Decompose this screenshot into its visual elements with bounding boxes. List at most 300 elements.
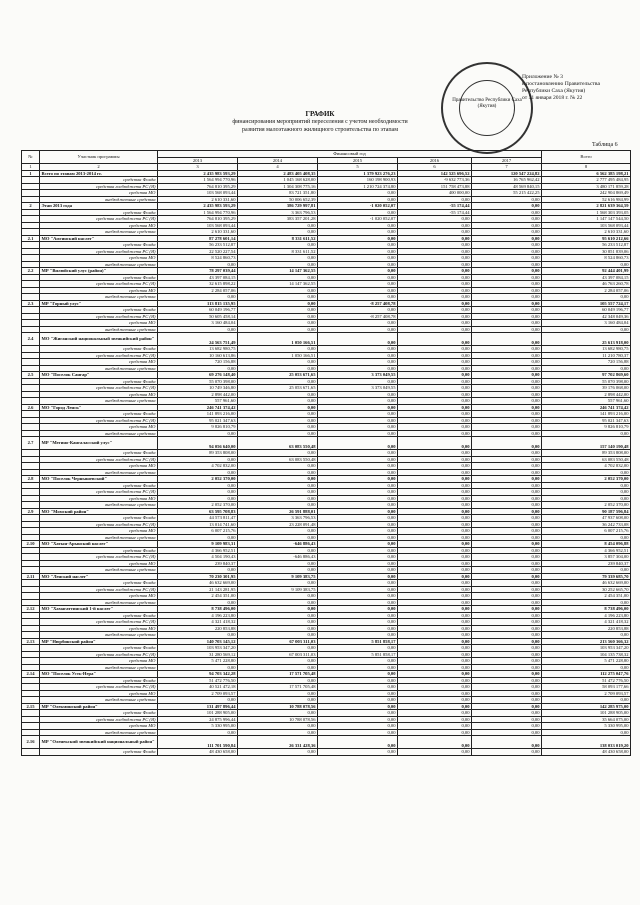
col-num: 6 [398, 164, 472, 171]
amount-cell: 0,00 [158, 365, 238, 372]
row-label: средства Фонда [40, 177, 158, 184]
amount-cell: 0,00 [238, 476, 318, 483]
amount-cell: 0,00 [318, 222, 398, 229]
header-participant: Участник программы [40, 151, 158, 164]
total-cell: 90 187 596,84 [542, 508, 631, 515]
amount-cell: 0,00 [318, 352, 398, 359]
total-cell: 47 937 608,00 [542, 515, 631, 522]
amount-cell: 0,00 [318, 606, 398, 613]
amount-cell: 0,00 [238, 664, 318, 671]
amount-cell: 0,00 [238, 593, 318, 600]
amount-cell: 0,00 [472, 281, 542, 288]
amount-cell: 0,00 [398, 255, 472, 262]
amount-cell: 83 721 351,80 [238, 190, 318, 197]
appendix-line: Приложение № 3 [522, 74, 563, 80]
amount-cell: 0,00 [238, 560, 318, 567]
col-num: 5 [318, 164, 398, 171]
amount-cell: 0,00 [398, 632, 472, 639]
amount-cell: 0,00 [318, 521, 398, 528]
amount-cell: 0,00 [158, 430, 238, 437]
amount-cell: 0,00 [318, 567, 398, 574]
amount-cell: 0,00 [472, 300, 542, 307]
amount-cell: 17 571 705,48 [238, 684, 318, 691]
amount-cell: 0,00 [398, 612, 472, 619]
total-cell: 2 052 370,00 [542, 502, 631, 509]
amount-cell: 0,00 [238, 534, 318, 541]
amount-cell: -1 020 052,07 [318, 203, 398, 210]
amount-cell: 0,00 [398, 697, 472, 704]
amount-cell: 103 568 093,44 [158, 190, 238, 197]
amount-cell: 0,00 [238, 599, 318, 606]
amount-cell: 0,00 [472, 378, 542, 385]
row-label: внебюджетные средства [40, 469, 158, 476]
amount-cell: 0,00 [318, 560, 398, 567]
total-cell: 51 472 776,50 [542, 677, 631, 684]
amount-cell: 0,00 [398, 450, 472, 457]
row-label: средства Фонда [40, 411, 158, 418]
total-cell: 36 242 733,08 [542, 521, 631, 528]
amount-cell: 0,00 [238, 658, 318, 665]
amount-cell: 87 278 601,14 [158, 235, 238, 242]
total-cell: 9 826 810,79 [542, 424, 631, 431]
row-label: внебюджетные средства [40, 729, 158, 736]
row-label: МР "Горный улус" [40, 300, 158, 307]
amount-cell: 26 591 888,01 [238, 508, 318, 515]
total-cell: 30 252 665,70 [542, 586, 631, 593]
amount-cell: 0,00 [318, 599, 398, 606]
amount-cell: 0,00 [472, 359, 542, 366]
amount-cell: 0,00 [158, 456, 238, 463]
total-cell: 0,00 [542, 697, 631, 704]
amount-cell: 0,00 [318, 450, 398, 457]
table-body [22, 170, 631, 755]
amount-cell: 0,00 [318, 703, 398, 710]
row-label: внебюджетные средства [40, 261, 158, 268]
amount-cell: 0,00 [472, 352, 542, 359]
total-cell: 42 348 049,36 [542, 313, 631, 320]
amount-cell: 142 525 696,52 [398, 170, 472, 177]
total-cell: 0,00 [542, 729, 631, 736]
total-cell: 101 288 905,00 [542, 710, 631, 717]
stamp-text: Правительство Республики Саха (Якутия) [452, 98, 522, 109]
amount-cell: 0,00 [318, 697, 398, 704]
total-cell: 89 353 808,00 [542, 450, 631, 457]
amount-cell: 0,00 [158, 729, 238, 736]
total-cell: 2 610 331,60 [542, 229, 631, 236]
row-number: 2.1 [22, 235, 40, 242]
amount-cell: 0,00 [238, 320, 318, 327]
amount-cell: 0,00 [238, 645, 318, 652]
amount-cell: 0,00 [318, 268, 398, 275]
row-number: 2.7 [22, 437, 40, 450]
header-no: № [22, 151, 40, 164]
amount-cell: 2 052 370,00 [158, 502, 238, 509]
total-cell: 48 430 658,00 [542, 749, 631, 756]
amount-cell: 94 056 640,00 [158, 437, 238, 450]
amount-cell: 0,00 [318, 320, 398, 327]
amount-cell: 0,00 [318, 547, 398, 554]
row-label: МО "Хатын-Арынский наслег" [40, 541, 158, 548]
amount-cell: 0,00 [472, 463, 542, 470]
amount-cell: 0,00 [472, 326, 542, 333]
amount-cell: 0,00 [398, 287, 472, 294]
amount-cell: 103 568 093,44 [158, 222, 238, 229]
amount-cell: 0,00 [398, 385, 472, 392]
total-cell: 5 471 228,80 [542, 658, 631, 665]
amount-cell: 0,00 [398, 554, 472, 561]
amount-cell: 0,00 [398, 456, 472, 463]
amount-cell: 10 749 346,80 [158, 385, 238, 392]
row-number: 2.11 [22, 573, 40, 580]
header-year: 2017 [472, 157, 542, 164]
total-cell: 0,00 [542, 489, 631, 496]
amount-cell: 10 788 078,56 [238, 716, 318, 723]
amount-cell: 0,00 [398, 196, 472, 203]
row-label: внебюджетные средства [40, 229, 158, 236]
amount-cell: 0,00 [472, 619, 542, 626]
total-cell: 2 052 370,00 [542, 476, 631, 483]
amount-cell: 141 893 216,00 [158, 411, 238, 418]
amount-cell: 0,00 [398, 606, 472, 613]
amount-cell: 0,00 [238, 242, 318, 249]
row-label: средства МО [40, 287, 158, 294]
amount-cell: 0,00 [238, 697, 318, 704]
amount-cell: 0,00 [238, 606, 318, 613]
amount-cell: 51 472 776,50 [158, 677, 238, 684]
total-cell: 0,00 [542, 294, 631, 301]
amount-cell: 0,00 [398, 261, 472, 268]
amount-cell: 23 228 091,48 [238, 521, 318, 528]
amount-cell: 0,00 [398, 430, 472, 437]
row-number: 2.5 [22, 372, 40, 379]
amount-cell: 13 014 741,60 [158, 521, 238, 528]
official-stamp [441, 62, 533, 154]
row-label: МР "Вилюйский улус (район)" [40, 268, 158, 275]
total-cell: 103 953 347,20 [542, 645, 631, 652]
table-row-participant [22, 437, 631, 450]
row-label: МО "Жиганский национальный эвенкийский район" [40, 333, 158, 346]
amount-cell: 0,00 [398, 300, 472, 307]
row-label: средства госбюджета РС (Я) [40, 456, 158, 463]
amount-cell: 1 379 923 276,23 [318, 170, 398, 177]
amount-cell: 0,00 [318, 411, 398, 418]
amount-cell: 764 810 395,29 [158, 216, 238, 223]
amount-cell: 0,00 [158, 632, 238, 639]
total-cell: 142 285 975,00 [542, 703, 631, 710]
amount-cell: 0,00 [472, 528, 542, 535]
amount-cell: 0,00 [472, 638, 542, 645]
amount-cell: 0,00 [398, 411, 472, 418]
amount-cell: 4 321 418,32 [158, 619, 238, 626]
row-label: средства МО [40, 190, 158, 197]
total-cell: 2 821 639 364,59 [542, 203, 631, 210]
amount-cell: 0,00 [472, 274, 542, 281]
amount-cell: 0,00 [398, 294, 472, 301]
amount-cell: -8 257 408,78 [318, 313, 398, 320]
amount-cell: 0,00 [318, 619, 398, 626]
amount-cell: 5 471 228,80 [158, 658, 238, 665]
amount-cell: 0,00 [238, 632, 318, 639]
amount-cell: 0,00 [318, 359, 398, 366]
amount-cell: 3 373 049,55 [318, 372, 398, 379]
amount-cell: 0,00 [398, 619, 472, 626]
amount-cell: 0,00 [398, 638, 472, 645]
amount-cell: 0,00 [318, 242, 398, 249]
row-number: 2.14 [22, 671, 40, 678]
amount-cell: 0,00 [398, 391, 472, 398]
amount-cell: 0,00 [398, 274, 472, 281]
amount-cell: 0,00 [318, 248, 398, 255]
row-label: внебюджетные средства [40, 196, 158, 203]
amount-cell: 0,00 [398, 333, 472, 346]
amount-cell: 220 853,88 [158, 625, 238, 632]
amount-cell: 0,00 [398, 541, 472, 548]
row-label: средства Фонда [40, 547, 158, 554]
amount-cell: 3 363 796,53 [238, 515, 318, 522]
row-label: средства госбюджета РС (Я) [40, 313, 158, 320]
amount-cell: 0,00 [238, 346, 318, 353]
amount-cell: 0,00 [238, 528, 318, 535]
row-label: внебюджетные средства [40, 430, 158, 437]
row-number: 2.3 [22, 300, 40, 307]
document-subtitle: развития малоэтажного жилищного строительства по этапам [241, 127, 399, 133]
amount-cell: 60 049 196,77 [158, 307, 238, 314]
amount-cell: 1 050 166,51 [238, 333, 318, 346]
row-label: внебюджетные средства [40, 398, 158, 405]
amount-cell: 0,00 [318, 365, 398, 372]
amount-cell: 0,00 [158, 294, 238, 301]
amount-cell: 0,00 [472, 547, 542, 554]
amount-cell: 0,00 [318, 671, 398, 678]
amount-cell: 50 605 458,14 [158, 313, 238, 320]
amount-cell: 0,00 [318, 489, 398, 496]
amount-cell: 0,00 [158, 567, 238, 574]
row-number: 2.2 [22, 268, 40, 275]
amount-cell: 0,00 [398, 469, 472, 476]
amount-cell: 0,00 [158, 326, 238, 333]
amount-cell: 63 595 708,83 [158, 508, 238, 515]
amount-cell: 0,00 [398, 723, 472, 730]
row-number: 2.13 [22, 638, 40, 645]
amount-cell: 17 571 705,48 [238, 671, 318, 678]
amount-cell: 0,00 [318, 287, 398, 294]
amount-cell: 0,00 [472, 216, 542, 223]
row-label: МО "Поселок Усть-Нера" [40, 671, 158, 678]
amount-cell: 0,00 [472, 437, 542, 450]
amount-cell: 0,00 [398, 664, 472, 671]
row-number: 2.10 [22, 541, 40, 548]
total-cell: 2 284 057,06 [542, 287, 631, 294]
amount-cell: 2 610 331,60 [158, 229, 238, 236]
amount-cell: 2 052 370,00 [158, 476, 238, 483]
amount-cell: 0,00 [398, 489, 472, 496]
amount-cell: 0,00 [472, 287, 542, 294]
amount-cell: 0,00 [238, 469, 318, 476]
amount-cell: 1 564 994 770,96 [158, 177, 238, 184]
total-cell: 2 898 442,00 [542, 391, 631, 398]
total-cell: 52 616 984,99 [542, 196, 631, 203]
amount-cell: 0,00 [398, 586, 472, 593]
row-label: средства Фонда [40, 450, 158, 457]
total-cell: 92 444 401,99 [542, 268, 631, 275]
amount-cell: 0,00 [238, 450, 318, 457]
amount-cell: 8 524 860,73 [158, 255, 238, 262]
amount-cell: 0,00 [238, 287, 318, 294]
total-cell: 3 480 171 859,28 [542, 183, 631, 190]
amount-cell: 0,00 [318, 723, 398, 730]
amount-cell: 0,00 [318, 716, 398, 723]
amount-cell: 0,00 [398, 463, 472, 470]
total-cell: 242 904 869,49 [542, 190, 631, 197]
amount-cell: 2 435 983 593,29 [158, 170, 238, 177]
amount-cell: 0,00 [398, 684, 472, 691]
amount-cell: 113 815 135,95 [158, 300, 238, 307]
total-cell: 720 156,88 [542, 359, 631, 366]
amount-cell: 0,00 [398, 710, 472, 717]
amount-cell: 0,00 [398, 352, 472, 359]
amount-cell: 0,00 [318, 508, 398, 515]
row-label: средства Фонда [40, 378, 158, 385]
amount-cell: 1 045 168 628,00 [238, 177, 318, 184]
amount-cell: 0,00 [158, 495, 238, 502]
total-cell: 1 147 147 544,50 [542, 216, 631, 223]
amount-cell: 0,00 [398, 502, 472, 509]
amount-cell: 0,00 [398, 216, 472, 223]
amount-cell: 0,00 [318, 632, 398, 639]
total-cell: 0,00 [542, 430, 631, 437]
amount-cell: 0,00 [472, 671, 542, 678]
amount-cell: 0,00 [472, 632, 542, 639]
total-cell: 157 140 190,48 [542, 437, 631, 450]
amount-cell: 151 758 473,88 [398, 183, 472, 190]
amount-cell: 31 280 569,12 [158, 651, 238, 658]
table-row-source [22, 749, 631, 756]
amount-cell: 383 357 201,28 [238, 216, 318, 223]
amount-cell: 69 276 148,40 [158, 372, 238, 379]
amount-cell: 0,00 [398, 625, 472, 632]
amount-cell: 0,00 [318, 736, 398, 749]
row-label: МР "Нюрбинский район" [40, 638, 158, 645]
total-cell: 46 632 669,00 [542, 580, 631, 587]
amount-cell: 55 215 422,25 [472, 190, 542, 197]
row-label: средства Фонда [40, 209, 158, 216]
total-cell: 95 021 347,63 [542, 417, 631, 424]
amount-cell: 0,00 [472, 749, 542, 756]
row-label: средства МО [40, 690, 158, 697]
total-cell: 213 560 366,32 [542, 638, 631, 645]
amount-cell: 0,00 [472, 664, 542, 671]
amount-cell: 0,00 [318, 541, 398, 548]
amount-cell: 0,00 [238, 326, 318, 333]
amount-cell: 0,00 [318, 476, 398, 483]
amount-cell: 0,00 [472, 313, 542, 320]
amount-cell: 0,00 [238, 463, 318, 470]
amount-cell: 0,00 [472, 430, 542, 437]
amount-cell: 1 564 994 770,96 [158, 209, 238, 216]
amount-cell: -55 174,44 [398, 203, 472, 210]
row-number: 2.6 [22, 404, 40, 411]
amount-cell: 0,00 [238, 391, 318, 398]
row-label: средства Фонда [40, 307, 158, 314]
amount-cell: 0,00 [238, 690, 318, 697]
amount-cell: 0,00 [472, 411, 542, 418]
amount-cell: 160 198 900,93 [318, 177, 398, 184]
amount-cell: 0,00 [398, 398, 472, 405]
total-cell: 103 568 093,44 [542, 222, 631, 229]
amount-cell: 0,00 [318, 593, 398, 600]
total-cell: 0,00 [542, 326, 631, 333]
total-cell: 0,00 [542, 534, 631, 541]
total-cell: 2 709 093,57 [542, 690, 631, 697]
amount-cell: 0,00 [398, 424, 472, 431]
col-num: 4 [238, 164, 318, 171]
total-cell: 141 893 216,00 [542, 411, 631, 418]
row-label: средства МО [40, 593, 158, 600]
appendix-line: Республики Саха (Якутия) [522, 88, 586, 94]
amount-cell: 0,00 [398, 729, 472, 736]
amount-cell: 14 147 362,55 [238, 268, 318, 275]
amount-cell: 0,00 [472, 222, 542, 229]
amount-cell: 0,00 [472, 567, 542, 574]
amount-cell: 0,00 [398, 521, 472, 528]
amount-cell: 24 563 751,49 [158, 333, 238, 346]
amount-cell: 0,00 [398, 560, 472, 567]
amount-cell: 0,00 [238, 619, 318, 626]
amount-cell: 0,00 [472, 684, 542, 691]
row-number: 2 [22, 203, 40, 210]
total-cell: 60 049 196,77 [542, 307, 631, 314]
amount-cell: 140 703 145,12 [158, 638, 238, 645]
amount-cell: 0,00 [472, 515, 542, 522]
amount-cell: 0,00 [238, 378, 318, 385]
header-total: Всего [542, 151, 631, 164]
amount-cell: 0,00 [318, 482, 398, 489]
total-cell: 43 397 084,15 [542, 274, 631, 281]
amount-cell: 0,00 [472, 229, 542, 236]
amount-cell: 0,00 [472, 593, 542, 600]
row-number: 2.12 [22, 606, 40, 613]
total-cell: 13 682 980,75 [542, 346, 631, 353]
amount-cell: 3 373 049,55 [318, 385, 398, 392]
total-cell: 4 196 223,80 [542, 612, 631, 619]
amount-cell: 0,00 [318, 586, 398, 593]
amount-cell: 0,00 [158, 489, 238, 496]
amount-cell: 0,00 [472, 521, 542, 528]
amount-cell: 0,00 [318, 495, 398, 502]
amount-cell: 0,00 [158, 261, 238, 268]
document-subtitle: финансирования мероприятий переселения с учетом необходимости [232, 119, 408, 125]
amount-cell: 0,00 [318, 196, 398, 203]
amount-cell: 0,00 [398, 651, 472, 658]
amount-cell: 0,00 [398, 235, 472, 242]
amount-cell: 0,00 [318, 664, 398, 671]
amount-cell: 0,00 [398, 326, 472, 333]
amount-cell: 9 826 810,79 [158, 424, 238, 431]
total-cell: 0,00 [542, 495, 631, 502]
row-label: МР "Оленекский эвенкийский национальный район" [40, 736, 158, 749]
amount-cell: 0,00 [472, 736, 542, 749]
amount-cell: 0,00 [472, 417, 542, 424]
amount-cell: 95 021 347,63 [158, 417, 238, 424]
amount-cell: 0,00 [318, 625, 398, 632]
row-label: средства госбюджета РС (Я) [40, 417, 158, 424]
amount-cell: 0,00 [472, 482, 542, 489]
amount-cell: 0,00 [398, 313, 472, 320]
amount-cell: 0,00 [472, 456, 542, 463]
amount-cell: 400 000,00 [398, 190, 472, 197]
amount-cell: 4 196 223,80 [158, 612, 238, 619]
total-cell: 79 339 685,70 [542, 573, 631, 580]
